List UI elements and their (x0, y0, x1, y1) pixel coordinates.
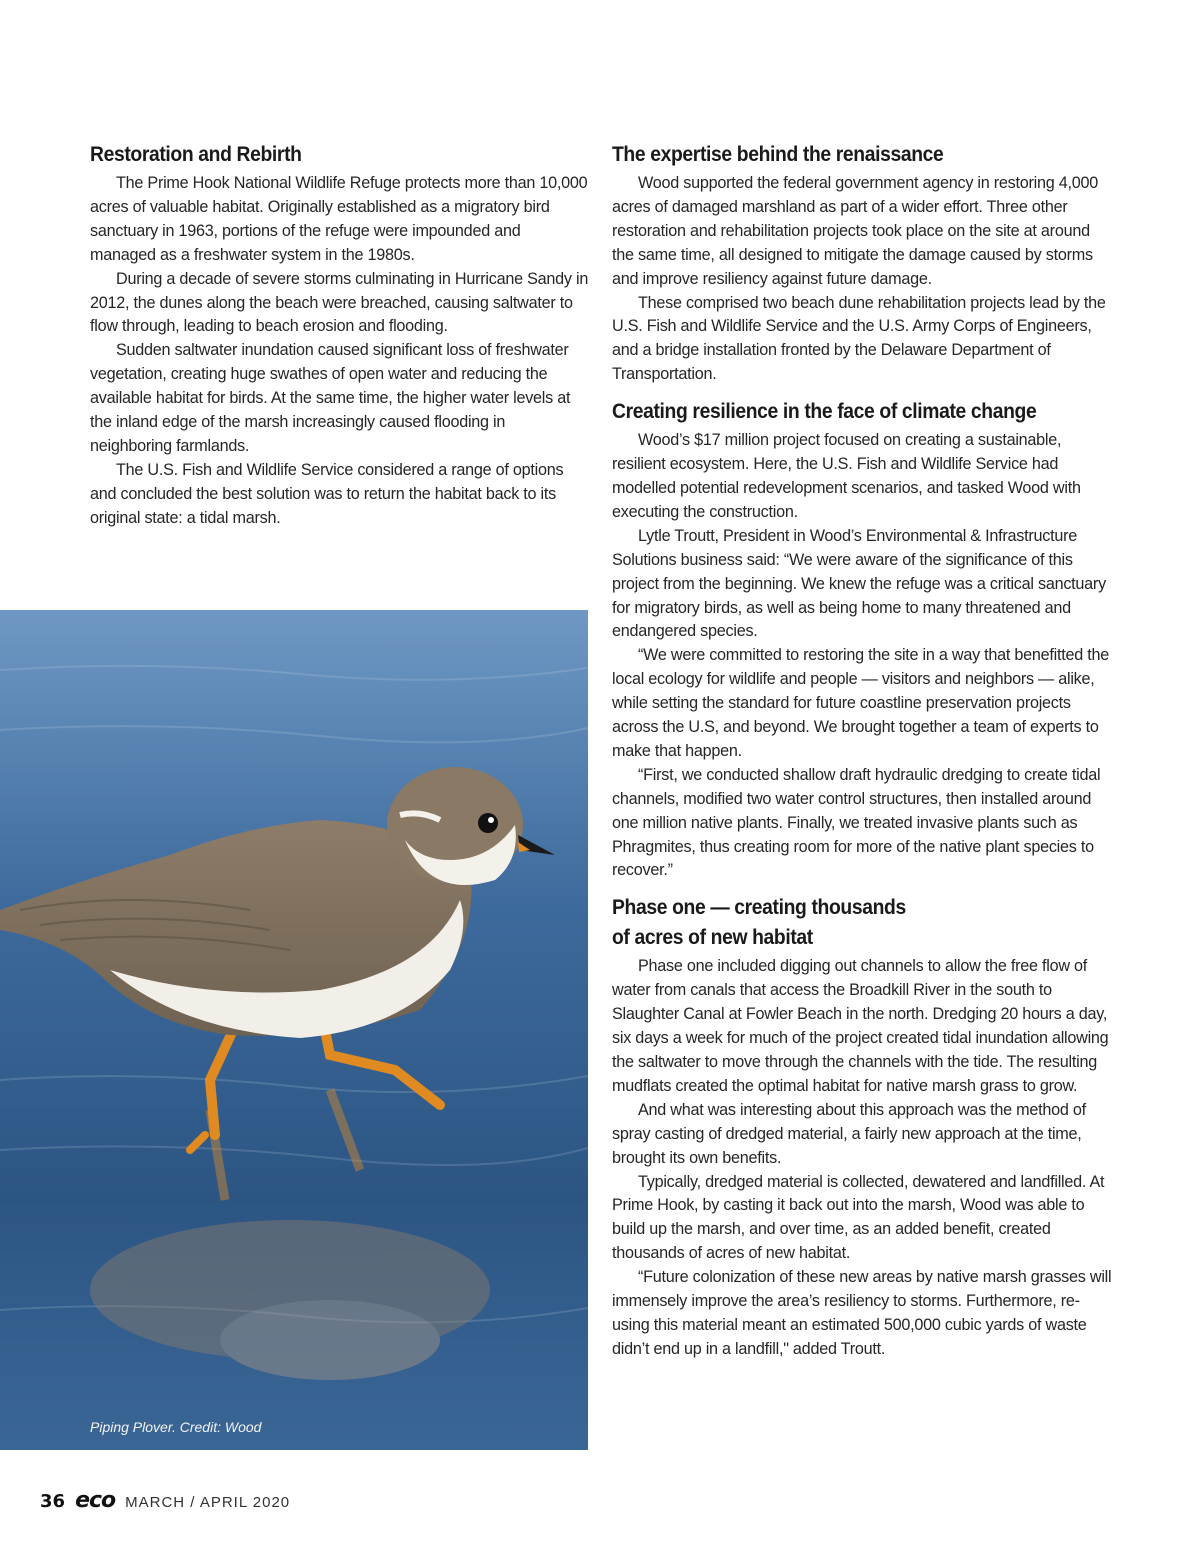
paragraph: Wood’s $17 million project focused on creating a sustainable, resilient ecosystem. Here, the U.S. Fish and Wildlife Service had modelled potential redevelopment scenarios, and tasked Wood with executing the construction. (612, 431, 1081, 521)
section-heading-resilience: Creating resilience in the face of climate change (612, 400, 1037, 424)
photo-caption: Piping Plover. Credit: Wood (90, 1419, 262, 1435)
paragraph: The U.S. Fish and Wildlife Service considered a range of options and concluded the best solution was to return the habitat back to its original state: a tidal marsh. (90, 460, 564, 527)
paragraph: During a decade of severe storms culminating in Hurricane Sandy in 2012, the dunes along the beach were breached, causing saltwater to flow through, leading to beach erosion and flooding. (90, 269, 589, 336)
page-number: 36 (40, 1491, 66, 1512)
section-heading-expertise: The expertise behind the renaissance (612, 143, 944, 166)
page-footer (40, 1488, 290, 1513)
right-column (612, 140, 1112, 1362)
left-column (90, 140, 590, 531)
paragraph: “First, we conducted shallow draft hydraulic dredging to create tidal channels, modified two water control structures, then installed around one million native plants. Finally, we treated invasive plants such as Phragmites, thus creating room for more of the native plant species to recover.” (612, 765, 1101, 880)
magazine-logo: eco (75, 1488, 116, 1513)
paragraph: The Prime Hook National Wildlife Refuge protects more than 10,000 acres of valuable habitat. Originally established as a migratory bird sanctuary in 1963, portions of the refuge were impounded and managed as a freshwater system in the 1980s. (90, 174, 588, 264)
paragraph: Sudden saltwater inundation caused significant loss of freshwater vegetation, creating huge swathes of open water and reducing the available habitat for birds. At the same time, the higher water levels at the inland edge of the marsh increasingly caused flooding in neighboring farmlands. (90, 341, 571, 455)
paragraph: Wood supported the federal government agency in restoring 4,000 acres of damaged marshland as part of a wider effort. Three other restoration and rehabilitation projects took place on the site at around the same time, all designed to mitigate the damage caused by storms and improve resiliency against future damage. (612, 174, 1098, 288)
issue-date: MARCH / APRIL 2020 (125, 1494, 291, 1511)
section-heading-phase-one: Phase one — creating thousands of acres of new habitat (612, 896, 906, 950)
section-heading-restoration: Restoration and Rebirth (90, 143, 302, 166)
paragraph: Phase one included digging out channels to allow the free flow of water from canals that access the Broadkill River in the south to Slaughter Canal at Fowler Beach in the north. Dredging 20 hours a day, six days a week for much of the project created tidal inundation allowing the saltwater to move through the channels with the tide. The resulting mudflats created the optimal habitat for native marsh grass to grow. (612, 957, 1109, 1095)
paragraph: “We were committed to restoring the site in a way that benefitted the local ecology for wildlife and people — visitors and neighbors — alike, while setting the standard for future coastline preservation projects across the U.S, and beyond. We brought together a team of experts to make that happen. (612, 646, 1110, 760)
paragraph: These comprised two beach dune rehabilitation projects lead by the U.S. Fish and Wildlife Service and the U.S. Army Corps of Engineers, and a bridge installation fronted by the Delaware Department of Transportation. (612, 293, 1106, 384)
paragraph: And what was interesting about this approach was the method of spray casting of dredged material, a fairly new approach at the time, brought its own benefits. (612, 1100, 1086, 1167)
paragraph: “Future colonization of these new areas by native marsh grasses will immensely improve the area’s resiliency to storms. Furthermore, re-using this material meant an estimated 500,000 cubic yards of waste didn’t end up in a landfill," added Troutt. (612, 1268, 1112, 1358)
piping-plover-photo (0, 610, 588, 1450)
paragraph: Typically, dredged material is collected, dewatered and landfilled. At Prime Hook, by casting it back out into the marsh, Wood was able to build up the marsh, and over time, as an added benefit, created thousands of acres of new habitat. (612, 1172, 1105, 1263)
paragraph: Lytle Troutt, President in Wood’s Environmental & Infrastructure Solutions business said: “We were aware of the significance of this project from the beginning. We knew the refuge was a critical sanctuary for migratory birds, as well as being home to many threatened and endangered species. (612, 526, 1106, 641)
